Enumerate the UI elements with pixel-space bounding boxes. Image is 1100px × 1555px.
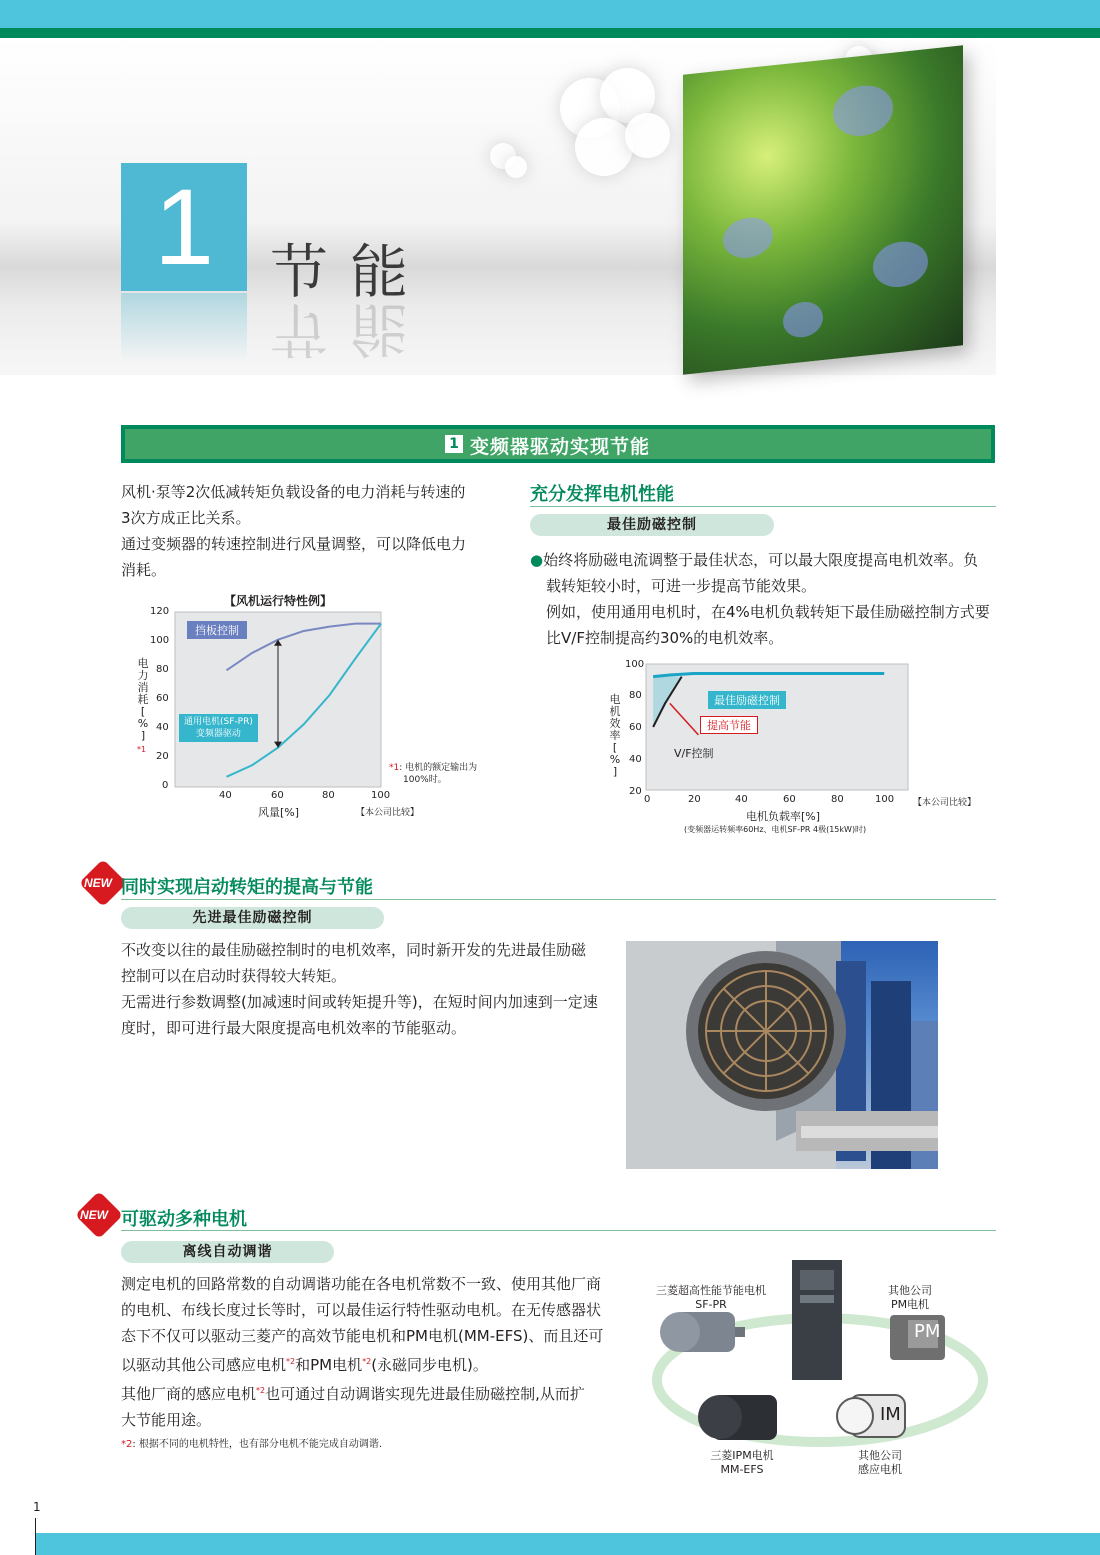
eff-y-tick: 40: [629, 754, 642, 765]
intro-line: 消耗。: [121, 561, 167, 579]
ipm-caption: 三菱IPM电机 MM-EFS: [710, 1449, 774, 1476]
fan-chart-title: 【风机运行特性例】: [224, 594, 333, 608]
fan-y-tick: 0: [162, 780, 169, 791]
eff-x-label: 电机负载率[%]: [746, 810, 821, 823]
new-badge-text: NEW: [80, 1208, 108, 1222]
eff-chart-plot-area: [646, 664, 908, 790]
eff-footnote: (变频器运转频率60Hz、电机SF-PR 4极(15kW)时): [684, 825, 867, 834]
fan-footnote: *1: 电机的额定输出为 100%时。: [389, 763, 478, 785]
block3-line: 态下不仅可以驱动三菱产的高效节能电机和PM电机(MM-EFS)、而且还可: [121, 1327, 604, 1345]
fan-compare-label: 【本公司比较】: [356, 808, 420, 818]
fan-y-tick: 40: [156, 722, 169, 733]
rooftop-fan-photo: [626, 941, 938, 1169]
right-heading: 充分发挥电机性能: [530, 484, 674, 505]
vf-label: V/F控制: [674, 747, 714, 760]
block2-line: 无需进行参数调整(加减速时间或转矩提升等)，在短时间内加速到一定速: [121, 993, 598, 1011]
right-heading-rule: [530, 506, 996, 507]
optimal-excitation-pill: 最佳励磁控制: [530, 514, 774, 536]
sf-pr-motor-icon: [660, 1312, 745, 1352]
block3-footnote: *2: 根据不同的电机特性，也有部分电机不能完成自动调谐.: [121, 1439, 383, 1450]
eff-y-tick: 80: [629, 690, 642, 701]
eff-x-tick: 40: [735, 794, 748, 805]
im-icon-label: IM: [880, 1404, 901, 1425]
offline-tuning-pill: 离线自动调谐: [121, 1241, 334, 1263]
eff-x-tick: 20: [688, 794, 701, 805]
section-number: 1: [445, 435, 463, 453]
eff-x-tick: 60: [783, 794, 796, 805]
optimal-label: 最佳励磁控制: [708, 691, 786, 709]
fan-x-label: 风量[%]: [258, 806, 300, 819]
eff-x-tick: 0: [644, 794, 651, 805]
block3-heading: 可驱动多种电机: [121, 1209, 247, 1230]
chapter-title: 节能: [270, 238, 431, 306]
improve-label: 提高节能: [700, 716, 758, 734]
block3-line: 大节能用途。: [121, 1411, 212, 1429]
block3-line: 以驱动其他公司感应电机$^{*2}$和PM电机$^{*2}$(永磁同步电机)。: [121, 1356, 488, 1374]
intro-line: 风机·泵等2次低减转矩负载设备的电力消耗与转速的: [121, 483, 466, 501]
fan-x-tick: 40: [219, 790, 232, 801]
chapter-number: 1: [121, 163, 247, 291]
ipm-motor-icon: [698, 1395, 777, 1440]
fan-y-tick: 80: [156, 664, 169, 675]
eff-x-tick: 80: [831, 794, 844, 805]
advanced-excitation-pill: 先进最佳励磁控制: [121, 907, 384, 929]
right-paragraph: ●始终将励磁电流调整于最佳状态，可以最大限度提高电机效率。负 载转矩较小时，可进一步提高节能效果。 例如，使用通用电机时，在4%电机负载转矩下最佳励磁控制方式要 比V/F控制提高约30%的电机效率。: [530, 551, 990, 647]
clover-decoration: [575, 118, 633, 176]
fan-x-tick: 100: [371, 790, 391, 801]
block2-heading: 同时实现启动转矩的提高与节能: [121, 877, 373, 898]
fan-y-note: *1: [137, 745, 147, 754]
forest-photo: [683, 45, 963, 374]
fan-x-tick: 80: [322, 790, 335, 801]
new-badge-text: NEW: [84, 876, 112, 890]
clover-decoration: [505, 156, 527, 178]
block2-paragraph: [121, 937, 616, 1041]
fan-y-tick: 20: [156, 751, 169, 762]
block2-line: 不改变以往的最佳励磁控制时的电机效率，同时新开发的先进最佳励磁: [121, 941, 587, 959]
pm-caption: 其他公司 PM电机: [888, 1284, 932, 1311]
im-caption: 其他公司 感应电机: [858, 1449, 902, 1476]
block2-rule: [121, 899, 996, 900]
section-title: 变频器驱动实现节能: [470, 436, 651, 458]
block2-line: 控制可以在启动时获得较大转矩。: [121, 967, 347, 985]
bottom-bar: [36, 1533, 1100, 1555]
block2-line: 度时，即可进行最大限度提高电机效率的节能驱动。: [121, 1019, 467, 1037]
intro-paragraph: [121, 479, 521, 583]
block3-paragraph: [121, 1271, 621, 1433]
fan-y-label: 电 力 消 耗 [ % ]: [137, 657, 149, 742]
eff-compare-label: 【本公司比较】: [913, 798, 977, 808]
block3-rule: [121, 1230, 996, 1231]
chapter-number-reflection: [121, 293, 247, 363]
fan-y-tick: 120: [150, 606, 170, 617]
fan-y-tick: 60: [156, 693, 169, 704]
damper-label: 挡板控制: [187, 621, 247, 639]
intro-line: 通过变频器的转速控制进行风量调整，可以降低电力: [121, 535, 467, 553]
eff-x-tick: 100: [875, 794, 895, 805]
eff-y-label: 电 机 效 率 [ % ]: [609, 693, 621, 778]
eff-y-tick: 100: [625, 659, 645, 670]
top-green-line: [0, 28, 1100, 38]
eff-y-tick: 20: [629, 786, 642, 797]
page-number: 1: [33, 1500, 41, 1514]
clover-decoration: [625, 113, 670, 158]
chapter-title-reflection: 节能: [270, 295, 431, 363]
top-bar: [0, 0, 1100, 28]
inverter-label: 通用电机(SF-PR) 变频器驱动: [179, 714, 258, 742]
sf-pr-caption: 三菱超高性能节能电机 SF-PR: [656, 1284, 766, 1311]
fan-x-tick: 60: [271, 790, 284, 801]
fan-y-tick: 100: [150, 635, 170, 646]
intro-line: 3次方成正比关系。: [121, 509, 251, 527]
eff-y-tick: 60: [629, 722, 642, 733]
block3-line: 测定电机的回路常数的自动调谐功能在各电机常数不一致、使用其他厂商: [121, 1275, 602, 1293]
block3-line: 其他厂商的感应电机$^{*2}$也可通过自动调谐实现先进最佳励磁控制,从而扩: [121, 1385, 585, 1403]
block3-line: 的电机、布线长度过长等时，可以最佳运行特性驱动电机。在无传感器状: [121, 1301, 602, 1319]
efficiency-chart: [600, 655, 1000, 815]
pm-icon-label: PM: [914, 1321, 941, 1342]
